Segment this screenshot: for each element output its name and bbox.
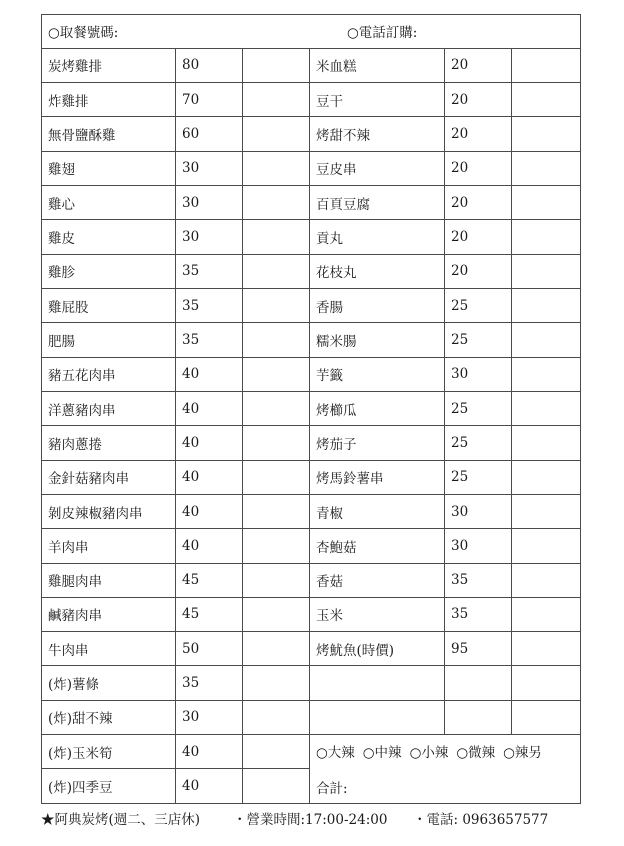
right-item-qty[interactable] [512, 220, 581, 254]
left-item-name: (炸)甜不辣 [42, 700, 176, 734]
left-item-name: 雞屁股 [42, 289, 176, 323]
left-item-qty[interactable] [243, 186, 310, 220]
left-item-price: 80 [176, 48, 243, 82]
table-row [42, 357, 581, 391]
right-item-name: 烤魷魚(時價) [310, 632, 445, 666]
left-item-qty[interactable] [243, 83, 310, 117]
right-item-name: 烤茄子 [310, 426, 445, 460]
left-item-price: 40 [176, 735, 243, 769]
spice-option[interactable]: ○小辣 [409, 745, 449, 762]
left-item-price: 45 [176, 597, 243, 631]
right-item-price: 20 [445, 117, 512, 151]
left-item-qty[interactable] [243, 769, 310, 804]
right-item-name: 青椒 [310, 494, 445, 528]
left-item-price: 35 [176, 289, 243, 323]
right-empty-price [445, 700, 512, 734]
header-row [42, 15, 581, 49]
left-item-name: (炸)薯條 [42, 666, 176, 700]
right-item-qty[interactable] [512, 186, 581, 220]
left-item-name: 鹹豬肉串 [42, 597, 176, 631]
left-item-qty[interactable] [243, 632, 310, 666]
table-row [42, 117, 581, 151]
left-item-name: 肥腸 [42, 323, 176, 357]
right-item-name: 糯米腸 [310, 323, 445, 357]
right-item-name: 貢丸 [310, 220, 445, 254]
right-item-qty[interactable] [512, 460, 581, 494]
left-item-qty[interactable] [243, 357, 310, 391]
left-item-name: (炸)玉米筍 [42, 735, 176, 769]
right-item-name: 烤馬鈴薯串 [310, 460, 445, 494]
table-row [42, 254, 581, 288]
table-row [42, 632, 581, 666]
left-item-name: 炸雞排 [42, 83, 176, 117]
right-empty-name [310, 700, 445, 734]
right-item-price: 20 [445, 83, 512, 117]
left-item-name: (炸)四季豆 [42, 769, 176, 804]
table-row [42, 151, 581, 185]
pickup-number-label: ○取餐號碼: [48, 25, 119, 42]
table-row [42, 323, 581, 357]
right-item-price: 35 [445, 563, 512, 597]
right-item-qty[interactable] [512, 597, 581, 631]
right-item-name: 杏鮑菇 [310, 529, 445, 563]
left-item-price: 30 [176, 186, 243, 220]
left-item-qty[interactable] [243, 563, 310, 597]
left-item-qty[interactable] [243, 151, 310, 185]
left-item-qty[interactable] [243, 220, 310, 254]
table-row [42, 391, 581, 425]
right-item-name: 花枝丸 [310, 254, 445, 288]
left-item-price: 40 [176, 460, 243, 494]
left-item-qty[interactable] [243, 666, 310, 700]
right-item-qty[interactable] [512, 151, 581, 185]
left-item-price: 35 [176, 254, 243, 288]
right-item-name: 芋籤 [310, 357, 445, 391]
right-item-price: 35 [445, 597, 512, 631]
right-item-qty[interactable] [512, 563, 581, 597]
shop-name: ★阿典炭烤(週二、三店休) [41, 812, 201, 828]
right-item-name: 烤櫛瓜 [310, 391, 445, 425]
right-item-name: 玉米 [310, 597, 445, 631]
left-item-name: 雞翅 [42, 151, 176, 185]
left-item-qty[interactable] [243, 597, 310, 631]
left-item-price: 40 [176, 426, 243, 460]
spice-option[interactable]: ○大辣 [316, 745, 355, 762]
menu-table [41, 14, 581, 804]
right-item-price: 25 [445, 391, 512, 425]
left-item-qty[interactable] [243, 254, 310, 288]
right-item-name: 百頁豆腐 [310, 186, 445, 220]
right-item-qty[interactable] [512, 289, 581, 323]
right-empty-qty[interactable] [512, 700, 581, 734]
right-item-name: 米血糕 [310, 48, 445, 82]
left-item-price: 45 [176, 563, 243, 597]
left-item-price: 30 [176, 151, 243, 185]
spice-and-total-cell [310, 735, 581, 804]
table-row [42, 186, 581, 220]
right-item-qty[interactable] [512, 48, 581, 82]
table-row [42, 735, 581, 769]
footer [41, 808, 601, 832]
left-item-price: 40 [176, 769, 243, 804]
left-item-name: 無骨鹽酥雞 [42, 117, 176, 151]
left-item-name: 雞皮 [42, 220, 176, 254]
left-item-price: 35 [176, 666, 243, 700]
table-row [42, 666, 581, 700]
spice-options [316, 737, 580, 769]
left-item-price: 30 [176, 700, 243, 734]
right-item-qty[interactable] [512, 391, 581, 425]
right-item-qty[interactable] [512, 529, 581, 563]
right-item-qty[interactable] [512, 426, 581, 460]
right-item-price: 20 [445, 186, 512, 220]
left-item-name: 剝皮辣椒豬肉串 [42, 494, 176, 528]
right-item-name: 豆干 [310, 83, 445, 117]
left-item-price: 50 [176, 632, 243, 666]
right-item-price: 25 [445, 426, 512, 460]
header-cell [42, 15, 581, 49]
table-row [42, 597, 581, 631]
left-item-price: 35 [176, 323, 243, 357]
left-item-qty[interactable] [243, 323, 310, 357]
left-item-name: 豬肉蔥捲 [42, 426, 176, 460]
right-item-qty[interactable] [512, 323, 581, 357]
left-item-qty[interactable] [243, 48, 310, 82]
right-empty-qty[interactable] [512, 666, 581, 700]
left-item-name: 炭烤雞排 [42, 48, 176, 82]
table-row [42, 48, 581, 82]
table-row [42, 83, 581, 117]
right-item-qty[interactable] [512, 357, 581, 391]
right-item-name: 香腸 [310, 289, 445, 323]
right-item-price: 30 [445, 357, 512, 391]
left-item-qty[interactable] [243, 529, 310, 563]
left-item-price: 40 [176, 357, 243, 391]
right-item-name: 香菇 [310, 563, 445, 597]
left-item-qty[interactable] [243, 117, 310, 151]
table-row [42, 700, 581, 734]
business-hours: ・營業時間:17:00-24:00 [233, 812, 388, 828]
left-item-name: 豬五花肉串 [42, 357, 176, 391]
right-item-qty[interactable] [512, 254, 581, 288]
left-item-qty[interactable] [243, 700, 310, 734]
left-item-name: 金針菇豬肉串 [42, 460, 176, 494]
table-row [42, 289, 581, 323]
right-item-qty[interactable] [512, 632, 581, 666]
right-item-price: 95 [445, 632, 512, 666]
phone-number: ・電話: 0963657577 [413, 812, 549, 828]
right-item-price: 30 [445, 494, 512, 528]
right-item-qty[interactable] [512, 117, 581, 151]
left-item-qty[interactable] [243, 494, 310, 528]
left-item-price: 40 [176, 391, 243, 425]
table-row [42, 426, 581, 460]
total-label: 合計: [316, 781, 348, 798]
right-item-qty[interactable] [512, 494, 581, 528]
right-item-name: 豆皮串 [310, 151, 445, 185]
left-item-name: 牛肉串 [42, 632, 176, 666]
right-empty-price [445, 666, 512, 700]
table-row [42, 220, 581, 254]
phone-order-label: ○電話訂購: [347, 25, 418, 42]
left-item-name: 雞腿肉串 [42, 563, 176, 597]
left-item-name: 洋蔥豬肉串 [42, 391, 176, 425]
left-item-qty[interactable] [243, 460, 310, 494]
left-item-qty[interactable] [243, 391, 310, 425]
left-item-price: 70 [176, 83, 243, 117]
table-row [42, 529, 581, 563]
right-item-qty[interactable] [512, 83, 581, 117]
left-item-price: 40 [176, 529, 243, 563]
left-item-price: 40 [176, 494, 243, 528]
table-row [42, 460, 581, 494]
right-item-price: 25 [445, 289, 512, 323]
right-item-price: 20 [445, 254, 512, 288]
table-row [42, 494, 581, 528]
spice-option[interactable]: ○辣另 [503, 745, 542, 762]
left-item-name: 羊肉串 [42, 529, 176, 563]
left-item-price: 30 [176, 220, 243, 254]
right-item-price: 20 [445, 48, 512, 82]
table-row [42, 563, 581, 597]
right-item-price: 20 [445, 151, 512, 185]
spice-option[interactable]: ○微辣 [456, 745, 496, 762]
left-item-name: 雞心 [42, 186, 176, 220]
right-item-price: 25 [445, 460, 512, 494]
spice-option[interactable]: ○中辣 [362, 745, 402, 762]
left-item-qty[interactable] [243, 735, 310, 769]
left-item-price: 60 [176, 117, 243, 151]
right-item-price: 25 [445, 323, 512, 357]
left-item-name: 雞胗 [42, 254, 176, 288]
left-item-qty[interactable] [243, 426, 310, 460]
right-item-price: 20 [445, 220, 512, 254]
right-item-name: 烤甜不辣 [310, 117, 445, 151]
right-item-price: 30 [445, 529, 512, 563]
left-item-qty[interactable] [243, 289, 310, 323]
right-empty-name [310, 666, 445, 700]
